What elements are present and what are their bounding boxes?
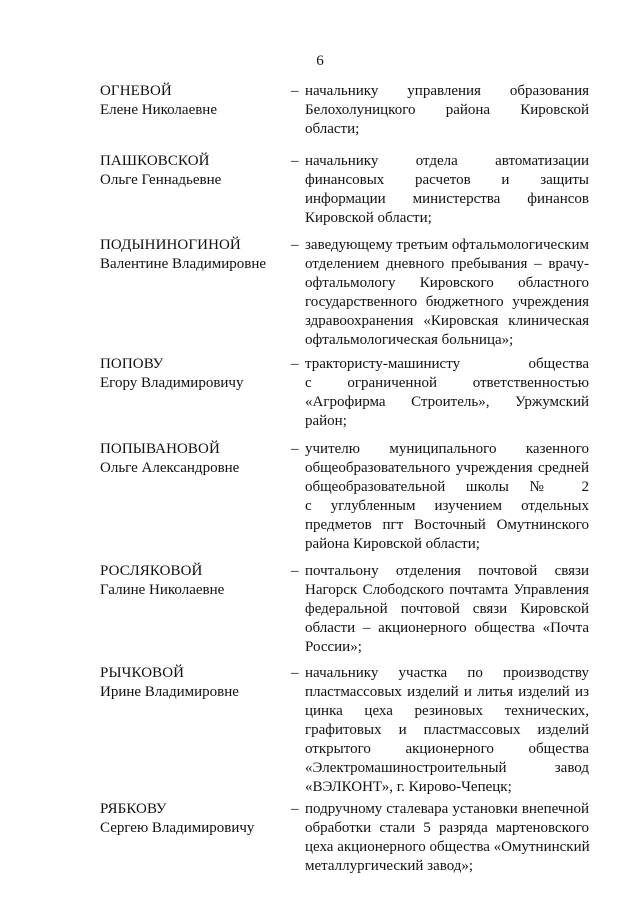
description-line: «Электромашиностроительный завод <box>305 760 589 776</box>
description-line: Кировской области; <box>305 210 432 226</box>
entry-dash: – <box>291 801 299 817</box>
recipient-surname: ПОПЫВАНОВОЙ <box>100 441 220 457</box>
recipient-surname: ОГНЕВОЙ <box>100 83 172 99</box>
entry-dash: – <box>291 153 299 169</box>
description-line: обработки стали 5 разряда мартеновского <box>305 820 589 836</box>
description-line: области; <box>305 121 360 137</box>
recipient-position-description <box>305 562 589 657</box>
description-line: пластмассовых изделий и литья изделий из <box>305 684 589 700</box>
recipient-name <box>100 562 280 600</box>
description-line: России»; <box>305 639 362 655</box>
recipient-name <box>100 355 280 393</box>
entry-dash: – <box>291 237 299 253</box>
description-line: здравоохранения «Кировская клиническая <box>305 313 589 329</box>
recipient-surname: ПОДЫНИНОГИНОЙ <box>100 237 241 253</box>
description-line: федеральной почтовой связи Кировской <box>305 601 589 617</box>
recipient-surname: ПОПОВУ <box>100 356 164 372</box>
entry-dash: – <box>291 83 299 99</box>
recipient-given-names: Сергею Владимировичу <box>100 820 255 836</box>
description-line: офтальмологическая больница»; <box>305 332 514 348</box>
description-line: офтальмологу Кировского областного <box>305 275 589 291</box>
recipient-surname: РЯБКОВУ <box>100 801 167 817</box>
recipient-given-names: Ирине Владимировне <box>100 684 239 700</box>
description-line: общеобразовательной школы № 2 <box>305 479 589 495</box>
recipient-surname: РОСЛЯКОВОЙ <box>100 563 203 579</box>
description-line: Белохолуницкого района Кировской <box>305 102 589 118</box>
recipient-name <box>100 800 280 838</box>
description-line: Нагорск Слободского почтамта Управления <box>305 582 589 598</box>
recipient-given-names: Валентине Владимировне <box>100 256 267 272</box>
description-line: район; <box>305 413 347 429</box>
description-line: графитовых и пластмассовых изделий <box>305 722 589 738</box>
description-line: общеобразовательного учреждения средней <box>305 460 589 476</box>
recipient-position-description <box>305 82 589 139</box>
recipient-position-description <box>305 440 589 554</box>
description-line: информации министерства финансов <box>305 191 589 207</box>
recipient-position-description <box>305 152 589 228</box>
recipient-name <box>100 440 280 478</box>
description-line: открытого акционерного общества <box>305 741 589 757</box>
recipient-given-names: Ольге Геннадьевне <box>100 172 222 188</box>
description-line: подручному сталевара установки внепечной <box>305 801 589 817</box>
description-line: металлургический завод»; <box>305 858 474 874</box>
description-line: с углубленным изучением отдельных <box>305 498 589 514</box>
recipient-position-description <box>305 800 589 876</box>
recipient-name <box>100 82 280 120</box>
description-line: с ограниченной ответственностью <box>305 375 589 391</box>
recipient-given-names: Егору Владимировичу <box>100 375 244 391</box>
description-line: начальнику управления образования <box>305 83 589 99</box>
recipient-name <box>100 236 280 274</box>
description-line: начальнику отдела автоматизации <box>305 153 589 169</box>
description-line: трактористу-машинисту общества <box>305 356 589 372</box>
recipient-surname: РЫЧКОВОЙ <box>100 665 185 681</box>
description-line: «Агрофирма Строитель», Уржумский <box>305 394 589 410</box>
description-line: учителю муниципального казенного <box>305 441 589 457</box>
description-line: почтальону отделения почтовой связи <box>305 563 589 579</box>
description-line: цинка цеха резиновых технических, <box>305 703 589 719</box>
page-number: 6 <box>316 53 324 69</box>
description-line: отделением дневного пребывания – врачу- <box>305 256 589 272</box>
description-line: области – акционерного общества «Почта <box>305 620 589 636</box>
recipient-name <box>100 152 280 190</box>
entry-dash: – <box>291 356 299 372</box>
description-line: предметов пгт Восточный Омутнинского <box>305 517 589 533</box>
recipient-given-names: Галине Николаевне <box>100 582 225 598</box>
recipient-position-description <box>305 236 589 350</box>
entry-dash: – <box>291 665 299 681</box>
entry-dash: – <box>291 441 299 457</box>
description-line: заведующему третьим офтальмологическим <box>305 237 589 253</box>
description-line: цеха акционерного общества «Омутнинский <box>305 839 590 855</box>
description-line: «ВЭЛКОНТ», г. Кирово-Чепецк; <box>305 779 512 795</box>
recipient-given-names: Ольге Александровне <box>100 460 240 476</box>
recipient-given-names: Елене Николаевне <box>100 102 217 118</box>
description-line: района Кировской области; <box>305 536 480 552</box>
description-line: финансовых расчетов и защиты <box>305 172 589 188</box>
recipient-surname: ПАШКОВСКОЙ <box>100 153 210 169</box>
description-line: начальнику участка по производству <box>305 665 589 681</box>
entry-dash: – <box>291 563 299 579</box>
recipient-position-description <box>305 664 589 797</box>
description-line: государственного бюджетного учреждения <box>305 294 589 310</box>
recipient-name <box>100 664 280 702</box>
recipient-position-description <box>305 355 589 431</box>
